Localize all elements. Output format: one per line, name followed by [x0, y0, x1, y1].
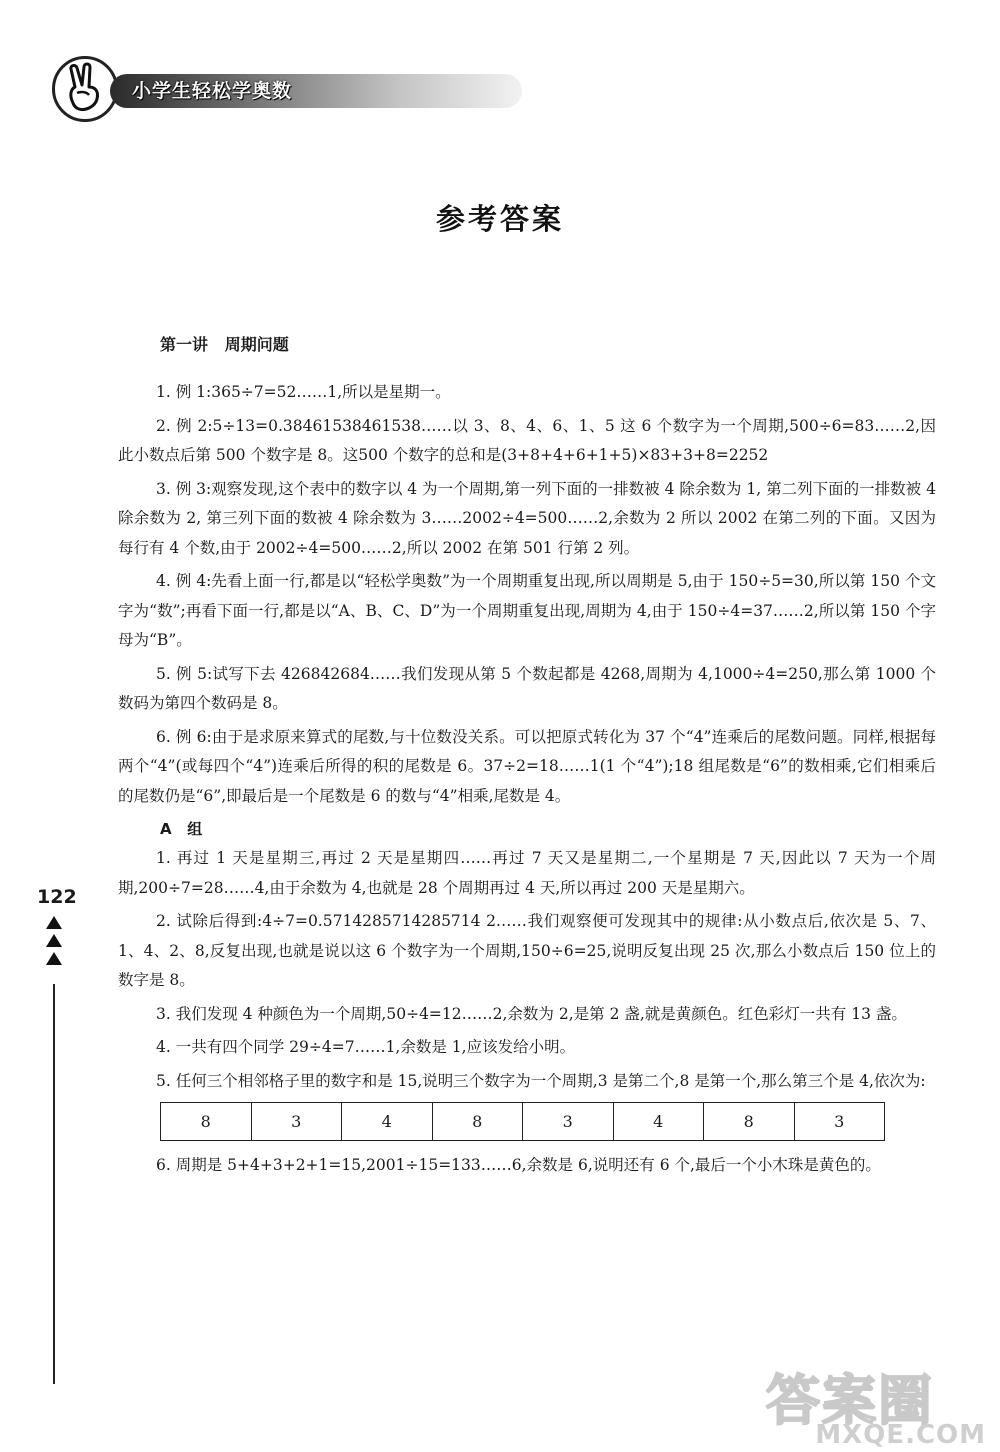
answer-paragraph: 6. 周期是 5+4+3+2+1=15,2001÷15=133……6,余数是 6,说明还有 6 个,最后一个小木珠是黄色的。	[156, 1156, 881, 1174]
answer-paragraph: 5. 例 5:试写下去 426842684……我们发现从第 5 个数起都是 4268,周期为 4,1000÷4=250,那么第 1000 个数码为第四个数码是 8。	[118, 664, 936, 712]
table-cell: 3	[251, 1103, 342, 1141]
answer-paragraph: 4. 例 4:先看上面一行,都是以“轻松学奥数”为一个周期重复出现,所以周期是 5,由于 150÷5=30,所以第 150 个文字为“数”;再看下面一行,都是以“A、B、C、D”为一个周期重复出现,周期为 4,由于 150÷4=37……2,所以第 150 个字母为“B”。	[118, 572, 936, 649]
watermark	[708, 1358, 992, 1448]
table-cell: 8	[161, 1103, 252, 1141]
table-cell: 4	[342, 1103, 433, 1141]
answer-paragraph: 2. 试除后得到:4÷7=0.5714285714285714 2……我们观察便可发现其中的规律:从小数点后,依次是 5、7、1、4、2、8,反复出现,也就是说以这 6 个数字为一个周期,150÷6=25,说明反复出现 25 次,那么小数点后 150 位上的数字是 8。	[118, 912, 936, 989]
table-cell: 8	[704, 1103, 795, 1141]
watermark-logo: 答案圈	[766, 1369, 934, 1432]
section-title: 第一讲 周期问题	[160, 335, 289, 354]
book-header	[52, 56, 522, 126]
table-cell: 8	[432, 1103, 523, 1141]
answer-paragraph: 4. 一共有四个同学 29÷4=7……1,余数是 1,应该发给小明。	[156, 1038, 576, 1056]
sequence-table	[160, 1102, 885, 1141]
group-heading: A 组	[160, 820, 203, 838]
watermark-url: MXQE.COM	[815, 1420, 986, 1450]
answer-paragraph: 3. 我们发现 4 种颜色为一个周期,50÷4=12……2,余数为 2,是第 2 盏,就是黄颜色。红色彩灯一共有 13 盏。	[156, 1004, 907, 1023]
table-row	[161, 1103, 885, 1141]
victory-hand-logo-icon	[52, 56, 118, 122]
series-title: 小学生轻松学奥数	[132, 80, 293, 102]
side-arrows	[46, 916, 66, 970]
answer-paragraph: 6. 例 6:由于是求原来算式的尾数,与十位数没关系。可以把原式转化为 37 个“4”连乘后的尾数问题。同样,根据每两个“4”(或每四个“4”)连乘后所得的积的尾数是 6。37÷2=18……1(1 个“4”);18 组尾数是“6”的数相乘,它们相乘后的尾数仍是“6”,即最后是一个尾数是 6 的数与“4”相乘,尾数是 4。	[118, 727, 936, 805]
table-cell: 3	[523, 1103, 614, 1141]
page-title: 参考答案	[435, 202, 564, 236]
table-cell: 4	[613, 1103, 704, 1141]
side-divider-line	[53, 984, 55, 1384]
answer-paragraph: 1. 例 1:365÷7=52……1,所以是星期一。	[156, 383, 451, 401]
page-number: 122	[37, 886, 77, 908]
triangle-icon	[46, 934, 62, 947]
answer-paragraph: 2. 例 2:5÷13=0.38461538461538……以 3、8、4、6、1、5 这 6 个数字为一个周期,500÷6=83……2,因此小数点后第 500 个数字是 8。这500 个数字的总和是(3+8+4+6+1+5)×83+3+8=2252	[118, 416, 936, 464]
answer-paragraph: 1. 再过 1 天是星期三,再过 2 天是星期四……再过 7 天又是星期二,一个星期是 7 天,因此以 7 天为一个周期,200÷7=28……4,由于余数为 4,也就是 28 个周期再过 4 天,所以再过 200 天是星期六。	[118, 849, 936, 897]
triangle-icon	[46, 952, 62, 965]
answer-paragraph: 3. 例 3:观察发现,这个表中的数字以 4 为一个周期,第一列下面的一排数被 4 除余数为 1, 第二列下面的一排数被 4 除余数为 2, 第三列下面的数被 4 除余数为 3……2002÷4=500……2,余数为 2 所以 2002 在第二列的下面。又因为每行有 4 个数,由于 2002÷4=500……2,所以 2002 在第 501 行第 2 列。	[118, 479, 936, 557]
answer-content	[118, 330, 936, 1185]
answer-paragraph: 5. 任何三个相邻格子里的数字和是 15,说明三个数字为一个周期,3 是第二个,8 是第一个,那么第三个是 4,依次为:	[156, 1071, 926, 1090]
table-cell: 3	[794, 1103, 885, 1141]
triangle-icon	[46, 916, 62, 929]
